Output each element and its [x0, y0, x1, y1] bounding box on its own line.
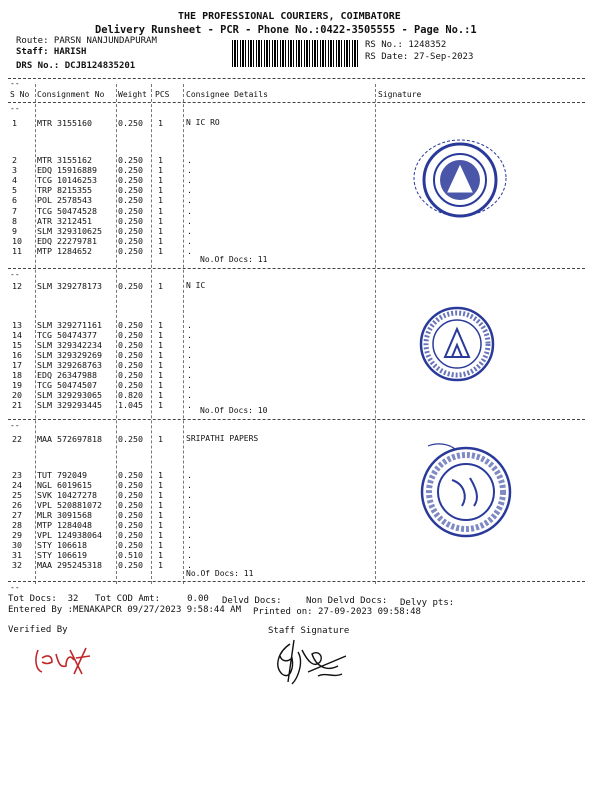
- row-consignee-details: .: [187, 340, 192, 350]
- row-weight: 0.250: [118, 330, 143, 340]
- row-pcs: 1: [158, 185, 163, 195]
- row-consignment-no: MLR 3091568: [37, 510, 92, 520]
- row-weight: 0.250: [118, 480, 143, 490]
- row-pcs: 1: [158, 281, 163, 291]
- col-pcs: PCS: [155, 90, 170, 99]
- row-consignment-no: NGL 6019615: [37, 480, 92, 490]
- col-sno: S No: [10, 90, 30, 99]
- row-sno: 23: [12, 470, 22, 480]
- row-sno: 22: [12, 434, 22, 444]
- row-weight: 0.250: [118, 175, 143, 185]
- row-pcs: 1: [158, 320, 163, 330]
- row-weight: 1.045: [118, 400, 143, 410]
- staff-signature-scribble: [268, 632, 358, 692]
- row-consignment-no: MTP 1284652: [37, 246, 92, 256]
- row-pcs: 1: [158, 340, 163, 350]
- row-pcs: 1: [158, 195, 163, 205]
- row-pcs: 1: [158, 206, 163, 216]
- row-sno: 24: [12, 480, 22, 490]
- row-consignee-details: .: [187, 185, 192, 195]
- row-consignee-details: .: [187, 380, 192, 390]
- row-sno: 8: [12, 216, 17, 226]
- docs-count: No.Of Docs: 11: [200, 255, 268, 264]
- rs-number: RS No.: 1248352: [365, 40, 447, 50]
- row-sno: 3: [12, 165, 17, 175]
- row-consignment-no: EDQ 22279781: [37, 236, 97, 246]
- group-separator: [8, 419, 585, 420]
- verified-by-label: Verified By: [8, 625, 68, 635]
- row-weight: 0.250: [118, 380, 143, 390]
- row-consignee-details: .: [187, 490, 192, 500]
- row-sno: 30: [12, 540, 22, 550]
- row-weight: 0.250: [118, 236, 143, 246]
- row-consignment-no: TCG 10146253: [37, 175, 97, 185]
- row-weight: 0.250: [118, 434, 143, 444]
- col-divider: [375, 84, 376, 584]
- row-weight: 0.250: [118, 470, 143, 480]
- col-divider: [183, 84, 184, 584]
- consignee-name: SRIPATHI PAPERS: [186, 434, 259, 443]
- rs-date: RS Date: 27-Sep-2023: [365, 52, 474, 62]
- row-consignment-no: MAA 295245318: [37, 560, 102, 570]
- row-sno: 15: [12, 340, 22, 350]
- docs-count: No.Of Docs: 10: [200, 406, 268, 415]
- row-consignment-no: TCG 50474507: [37, 380, 97, 390]
- verified-initials-signature: [30, 640, 100, 680]
- row-weight: 0.250: [118, 370, 143, 380]
- row-sno: 26: [12, 500, 22, 510]
- row-consignee-details: .: [187, 175, 192, 185]
- col-divider: [35, 84, 36, 584]
- row-consignee-details: .: [187, 550, 192, 560]
- col-divider: [151, 84, 152, 584]
- row-pcs: 1: [158, 434, 163, 444]
- row-pcs: 1: [158, 330, 163, 340]
- row-consignee-details: .: [187, 246, 192, 256]
- row-consignment-no: SLM 329293065: [37, 390, 102, 400]
- row-sno: 2: [12, 155, 17, 165]
- row-sno: 27: [12, 510, 22, 520]
- row-consignee-details: .: [187, 360, 192, 370]
- row-pcs: 1: [158, 380, 163, 390]
- row-consignment-no: SLM 329278173: [37, 281, 102, 291]
- group-separator: [8, 268, 585, 269]
- row-pcs: 1: [158, 118, 163, 128]
- row-weight: 0.510: [118, 550, 143, 560]
- row-weight: 0.250: [118, 165, 143, 175]
- row-consignee-details: .: [187, 400, 192, 410]
- staff-label: Staff: HARISH: [16, 47, 87, 57]
- col-consignee: Consignee Details: [186, 90, 268, 99]
- row-consignment-no: SLM 329268763: [37, 360, 102, 370]
- row-weight: 0.250: [118, 206, 143, 216]
- row-consignee-details: .: [187, 470, 192, 480]
- row-pcs: 1: [158, 560, 163, 570]
- row-consignee-details: .: [187, 330, 192, 340]
- pen-stroke: [278, 640, 346, 684]
- row-sno: 6: [12, 195, 17, 205]
- row-consignee-details: .: [187, 320, 192, 330]
- seal-handwriting: [452, 478, 477, 506]
- row-consignee-details: .: [187, 155, 192, 165]
- row-pcs: 1: [158, 350, 163, 360]
- row-weight: 0.250: [118, 560, 143, 570]
- runsheet-title: Delivery Runsheet - PCR - Phone No.:0422-3505555 - Page No.:1: [95, 24, 477, 36]
- row-pcs: 1: [158, 175, 163, 185]
- col-signature: Signature: [378, 90, 422, 99]
- seal-lettering: [429, 455, 503, 529]
- seal-ring: [422, 448, 510, 536]
- row-weight: 0.250: [118, 281, 143, 291]
- row-pcs: 1: [158, 236, 163, 246]
- row-pcs: 1: [158, 500, 163, 510]
- row-consignment-no: STY 106618: [37, 540, 87, 550]
- row-pcs: 1: [158, 400, 163, 410]
- row-weight: 0.250: [118, 360, 143, 370]
- row-consignment-no: SLM 329310625: [37, 226, 102, 236]
- row-weight: 0.820: [118, 390, 143, 400]
- row-sno: 5: [12, 185, 17, 195]
- row-consignment-no: MTP 1284048: [37, 520, 92, 530]
- row-consignment-no: ATR 3212451: [37, 216, 92, 226]
- row-pcs: 1: [158, 390, 163, 400]
- row-consignment-no: EDQ 26347988: [37, 370, 97, 380]
- row-pcs: 1: [158, 510, 163, 520]
- row-consignee-details: .: [187, 500, 192, 510]
- row-sno: 28: [12, 520, 22, 530]
- group-separator: [8, 581, 585, 582]
- col-weight: Weight: [118, 90, 147, 99]
- row-consignee-details: .: [187, 520, 192, 530]
- row-consignment-no: VPL 520881072: [37, 500, 102, 510]
- rule: [8, 78, 585, 79]
- row-sno: 4: [12, 175, 17, 185]
- drs-number: DRS No.: DCJB124835201: [16, 61, 136, 71]
- row-consignee-details: .: [187, 480, 192, 490]
- company-seal-stamp-2: [412, 303, 502, 385]
- row-sno: 16: [12, 350, 22, 360]
- row-consignee-details: .: [187, 510, 192, 520]
- entered-by: Entered By :MENAKAPCR 09/27/2023 9:58:44 AM: [8, 605, 241, 615]
- consignee-name: N IC RO: [186, 118, 220, 127]
- row-weight: 0.250: [118, 155, 143, 165]
- emblem-icon: [445, 329, 469, 357]
- row-weight: 0.250: [118, 490, 143, 500]
- row-sno: 10: [12, 236, 22, 246]
- row-consignee-details: .: [187, 226, 192, 236]
- row-consignee-details: .: [187, 350, 192, 360]
- row-weight: 0.250: [118, 246, 143, 256]
- company-seal-stamp-1: [410, 130, 510, 220]
- row-pcs: 1: [158, 155, 163, 165]
- row-consignee-details: .: [187, 195, 192, 205]
- row-consignee-details: .: [187, 370, 192, 380]
- row-consignment-no: EDQ 15916889: [37, 165, 97, 175]
- row-sno: 19: [12, 380, 22, 390]
- row-sno: 14: [12, 330, 22, 340]
- pen-stroke: [36, 648, 90, 674]
- row-pcs: 1: [158, 360, 163, 370]
- total-cod: Tot COD Amt: 0.00: [95, 594, 209, 604]
- row-consignee-details: .: [187, 560, 192, 570]
- row-weight: 0.250: [118, 216, 143, 226]
- staff-signature-label: Staff Signature: [268, 626, 350, 636]
- row-weight: 0.250: [118, 510, 143, 520]
- row-weight: 0.250: [118, 340, 143, 350]
- col-consignment: Consignment No: [37, 90, 105, 99]
- row-sno: 21: [12, 400, 22, 410]
- row-weight: 0.250: [118, 500, 143, 510]
- row-pcs: 1: [158, 540, 163, 550]
- row-consignment-no: STY 106619: [37, 550, 87, 560]
- company-name: THE PROFESSIONAL COURIERS, COIMBATORE: [178, 11, 401, 22]
- row-pcs: 1: [158, 470, 163, 480]
- row-consignment-no: SVK 10427278: [37, 490, 97, 500]
- row-consignment-no: TCG 50474528: [37, 206, 97, 216]
- row-pcs: 1: [158, 370, 163, 380]
- row-consignment-no: TCG 50474377: [37, 330, 97, 340]
- row-sno: 29: [12, 530, 22, 540]
- row-weight: 0.250: [118, 350, 143, 360]
- row-weight: 0.250: [118, 540, 143, 550]
- company-seal-stamp-3: [416, 440, 516, 540]
- row-consignment-no: SLM 329342234: [37, 340, 102, 350]
- row-weight: 0.250: [118, 320, 143, 330]
- row-sno: 18: [12, 370, 22, 380]
- row-consignee-details: .: [187, 530, 192, 540]
- printed-on: Printed on: 27-09-2023 09:58:48: [253, 607, 421, 617]
- row-sno: 1: [12, 118, 17, 128]
- row-consignment-no: TUT 792049: [37, 470, 87, 480]
- row-weight: 0.250: [118, 118, 143, 128]
- row-consignment-no: MAA 572697818: [37, 434, 102, 444]
- row-sno: 17: [12, 360, 22, 370]
- row-sno: 7: [12, 206, 17, 216]
- row-sno: 32: [12, 560, 22, 570]
- docs-count: No.Of Docs: 11: [186, 569, 254, 578]
- delivery-points: Delvy pts:: [400, 598, 455, 608]
- total-docs: Tot Docs: 32: [8, 594, 79, 604]
- row-weight: 0.250: [118, 195, 143, 205]
- row-pcs: 1: [158, 530, 163, 540]
- col-divider: [116, 84, 117, 584]
- row-pcs: 1: [158, 490, 163, 500]
- row-consignment-no: SLM 329271161: [37, 320, 102, 330]
- row-consignee-details: .: [187, 540, 192, 550]
- rule: [8, 102, 585, 103]
- row-sno: 9: [12, 226, 17, 236]
- row-sno: 11: [12, 246, 22, 256]
- delivered-docs: Delvd Docs:: [222, 596, 282, 606]
- row-consignment-no: TRP 8215355: [37, 185, 92, 195]
- row-weight: 0.250: [118, 520, 143, 530]
- barcode-image: [232, 40, 360, 67]
- row-pcs: 1: [158, 216, 163, 226]
- row-pcs: 1: [158, 246, 163, 256]
- row-sno: 20: [12, 390, 22, 400]
- row-weight: 0.250: [118, 185, 143, 195]
- row-pcs: 1: [158, 520, 163, 530]
- row-sno: 13: [12, 320, 22, 330]
- row-weight: 0.250: [118, 530, 143, 540]
- row-consignment-no: SLM 329293445: [37, 400, 102, 410]
- row-pcs: 1: [158, 165, 163, 175]
- row-pcs: 1: [158, 480, 163, 490]
- row-weight: 0.250: [118, 226, 143, 236]
- row-consignment-no: POL 2578543: [37, 195, 92, 205]
- seal-ring: [438, 464, 494, 520]
- consignee-name: N IC: [186, 281, 206, 290]
- row-consignee-details: .: [187, 165, 192, 175]
- row-sno: 31: [12, 550, 22, 560]
- row-consignment-no: SLM 329329269: [37, 350, 102, 360]
- row-pcs: 1: [158, 550, 163, 560]
- row-consignment-no: MTR 3155162: [37, 155, 92, 165]
- row-pcs: 1: [158, 226, 163, 236]
- row-consignment-no: MTR 3155160: [37, 118, 92, 128]
- non-delivered-docs: Non Delvd Docs:: [306, 596, 388, 606]
- row-consignee-details: .: [187, 236, 192, 246]
- row-consignee-details: .: [187, 206, 192, 216]
- row-consignee-details: .: [187, 390, 192, 400]
- row-sno: 25: [12, 490, 22, 500]
- route-label: Route: PARSN NANJUNDAPURAM: [16, 36, 157, 46]
- row-consignment-no: VPL 124938064: [37, 530, 102, 540]
- row-consignee-details: .: [187, 216, 192, 226]
- row-sno: 12: [12, 281, 22, 291]
